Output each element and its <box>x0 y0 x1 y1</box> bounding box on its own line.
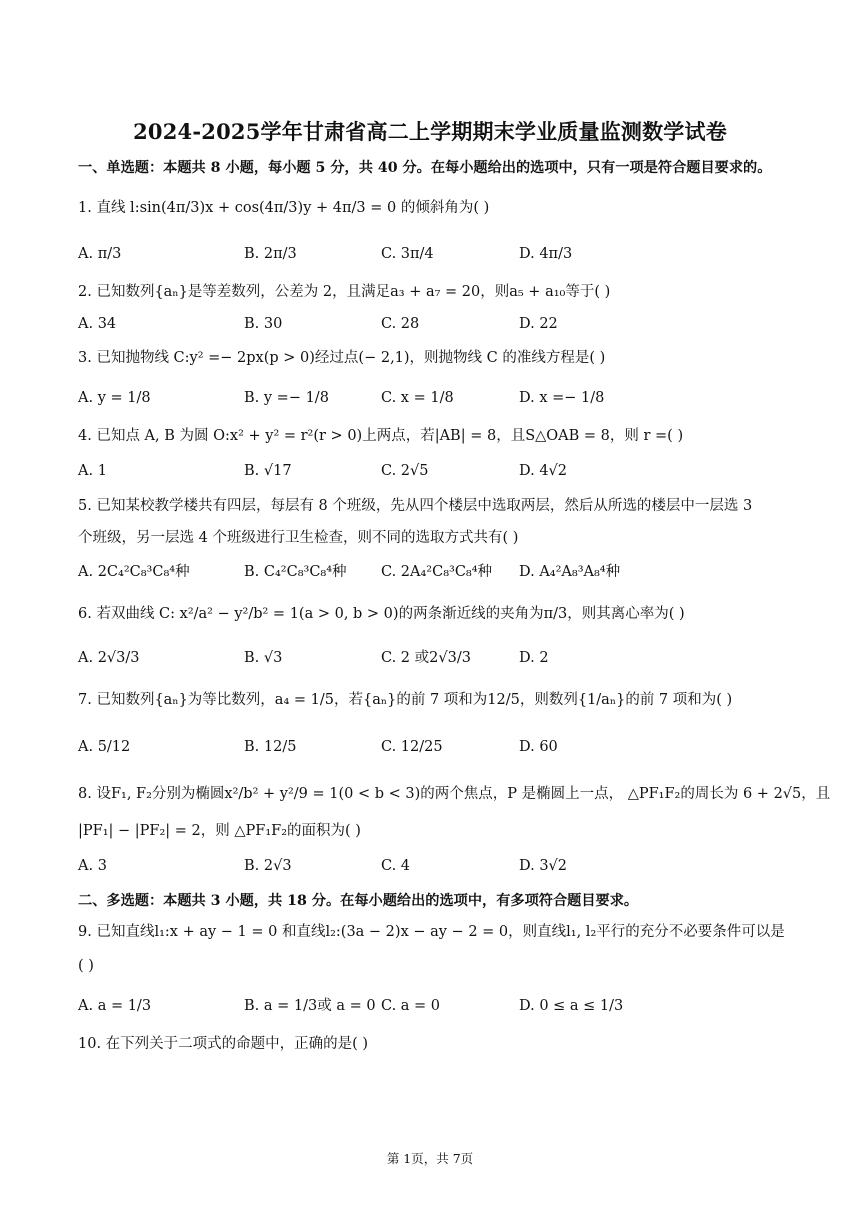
section-heading-multiple-choice: 二、多选题：本题共 3 小题，共 18 分。在每小题给出的选项中，有多项符合题目要求。 <box>78 893 639 909</box>
question-8-option-a: A. 3 <box>78 858 107 874</box>
question-2-option-a: A. 34 <box>78 316 117 332</box>
question-4-option-d: D. 4√2 <box>519 463 568 479</box>
question-1-option-b: B. 2π/3 <box>244 246 297 262</box>
question-4-option-b: B. √17 <box>244 463 292 479</box>
question-3-option-b: B. y =− 1/8 <box>244 390 329 406</box>
question-9-option-c: C. a = 0 <box>381 998 441 1014</box>
question-8-option-b: B. 2√3 <box>244 858 292 874</box>
question-8-option-c: C. 4 <box>381 858 411 874</box>
question-10-stem: 10. 在下列关于二项式的命题中，正确的是( ) <box>78 1036 369 1052</box>
question-8-option-d: D. 3√2 <box>519 858 568 874</box>
question-9-option-b: B. a = 1/3或 a = 0 <box>244 998 376 1014</box>
question-6-options <box>78 646 798 670</box>
page-footer: 第 1页，共 7页 <box>386 1151 474 1166</box>
question-3-options <box>78 386 798 410</box>
question-9-option-a: A. a = 1/3 <box>78 998 152 1014</box>
question-1-stem: 1. 直线 l:sin(4π/3)x + cos(4π/3)y + 4π/3 = 0 的倾斜角为( ) <box>78 200 490 216</box>
question-6-option-a: A. 2√3/3 <box>78 650 140 666</box>
question-6-option-c: C. 2 或2√3/3 <box>381 650 471 666</box>
question-9-stem: 9. 已知直线l₁:x + ay − 1 = 0 和直线l₂:(3a − 2)x − ay − 2 = 0，则直线l₁, l₂平行的充分不必要条件可以是 <box>78 924 785 940</box>
question-7-option-a: A. 5/12 <box>78 739 131 755</box>
question-2-option-c: C. 28 <box>381 316 420 332</box>
question-1-option-d: D. 4π/3 <box>519 246 573 262</box>
question-3-option-a: A. y = 1/8 <box>78 390 151 406</box>
section-heading-single-choice: 一、单选题：本题共 8 小题，每小题 5 分，共 40 分。在每小题给出的选项中，只有一项是符合题目要求的。 <box>78 160 772 176</box>
question-3-option-d: D. x =− 1/8 <box>519 390 605 406</box>
question-4-option-c: C. 2√5 <box>381 463 429 479</box>
question-5-options <box>78 560 798 584</box>
question-3-stem: 3. 已知抛物线 C:y² =− 2px(p > 0)经过点(− 2,1)，则抛物线 C 的准线方程是( ) <box>78 350 606 366</box>
question-9-option-d: D. 0 ≤ a ≤ 1/3 <box>519 998 624 1014</box>
question-5-option-c: C. 2A₄²C₈³C₈⁴种 <box>381 564 493 580</box>
question-5-option-b: B. C₄²C₈³C₈⁴种 <box>244 564 347 580</box>
question-7-option-c: C. 12/25 <box>381 739 443 755</box>
question-7-stem: 7. 已知数列{aₙ}为等比数列，a₄ = 1/5，若{aₙ}的前 7 项和为12/5，则数列{1/aₙ}的前 7 项和为( ) <box>78 692 733 708</box>
question-2-option-b: B. 30 <box>244 316 283 332</box>
question-1-options <box>78 242 798 266</box>
question-8-options <box>78 854 798 878</box>
question-2-option-d: D. 22 <box>519 316 558 332</box>
question-7-options <box>78 735 798 759</box>
question-1-option-c: C. 3π/4 <box>381 246 434 262</box>
question-1-option-a: A. π/3 <box>78 246 122 262</box>
question-8-stem: 8. 设F₁, F₂分别为椭圆x²/b² + y²/9 = 1(0 < b < 3)的两个焦点，P 是椭圆上一点， △PF₁F₂的周长为 6 + 2√5，且 <box>78 786 831 802</box>
question-6-option-d: D. 2 <box>519 650 549 666</box>
question-2-options <box>78 312 798 336</box>
question-4-options <box>78 459 798 483</box>
question-3-option-c: C. x = 1/8 <box>381 390 454 406</box>
page-title: 2024-2025学年甘肃省高二上学期期末学业质量监测数学试卷 <box>133 119 727 144</box>
question-7-option-b: B. 12/5 <box>244 739 297 755</box>
question-9-stem-continued: ( ) <box>78 958 94 974</box>
question-5-stem: 5. 已知某校教学楼共有四层，每层有 8 个班级，先从四个楼层中选取两层，然后从所选的楼层中一层选 3 <box>78 498 753 514</box>
question-5-option-d: D. A₄²A₈³A₈⁴种 <box>519 564 621 580</box>
question-9-options <box>78 994 798 1018</box>
question-6-option-b: B. √3 <box>244 650 283 666</box>
question-4-option-a: A. 1 <box>78 463 107 479</box>
question-5-option-a: A. 2C₄²C₈³C₈⁴种 <box>78 564 190 580</box>
question-2-stem: 2. 已知数列{aₙ}是等差数列，公差为 2，且满足a₃ + a₇ = 20，则a₅ + a₁₀等于( ) <box>78 284 611 300</box>
question-6-stem: 6. 若双曲线 C: x²/a² − y²/b² = 1(a > 0, b > 0)的两条渐近线的夹角为π/3，则其离心率为( ) <box>78 606 685 622</box>
question-8-stem-continued: |PF₁| − |PF₂| = 2，则 △PF₁F₂的面积为( ) <box>78 823 361 839</box>
question-4-stem: 4. 已知点 A, B 为圆 O:x² + y² = r²(r > 0)上两点，若|AB| = 8，且S△OAB = 8，则 r =( ) <box>78 428 684 444</box>
question-5-stem-continued: 个班级，另一层选 4 个班级进行卫生检查，则不同的选取方式共有( ) <box>78 530 519 546</box>
question-7-option-d: D. 60 <box>519 739 558 755</box>
